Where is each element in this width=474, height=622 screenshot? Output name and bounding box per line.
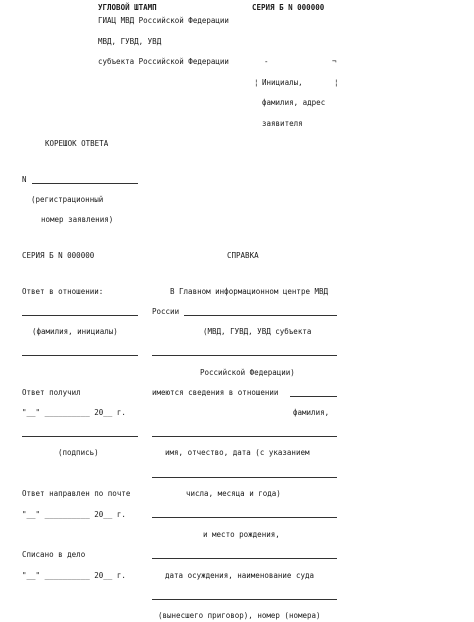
certificate-line-8: числа, месяца и года) (186, 489, 281, 498)
reg-number-caption-2: номер заявления) (41, 215, 114, 224)
applicant-line-3: заявителя (262, 119, 303, 128)
answer-received-date: "__" __________ 20__ г. (22, 408, 126, 417)
corner-stamp: УГЛОВОЙ ШТАМП (98, 3, 157, 12)
bracket-right-top: ¬ (332, 57, 337, 66)
certificate-line-3: (МВД, ГУВД, УВД субъекта (203, 327, 312, 336)
stub-series: СЕРИЯ Б N 000000 (22, 251, 95, 260)
certificate-line-1: В Главном информационном центре МВД (170, 287, 329, 296)
written-off-date: "__" __________ 20__ г. (22, 571, 126, 580)
certificate-line-10: дата осуждения, наименование суда (165, 571, 315, 580)
signature-blank (22, 436, 138, 437)
certificate-blank-1 (184, 315, 337, 316)
bracket-left-mid: ¦ (254, 78, 259, 87)
bracket-right-mid: ¦ (334, 78, 339, 87)
answer-received-label: Ответ получил (22, 388, 81, 397)
bracket-left-top: - (264, 57, 269, 66)
certificate-line-2: России (152, 307, 180, 316)
certificate-blank-6 (152, 517, 337, 518)
certificate-blank-8 (152, 599, 337, 600)
org-line-1: ГИАЦ МВД Российской Федерации (98, 16, 229, 25)
applicant-line-2: фамилия, адрес (262, 98, 326, 107)
certificate-line-11: (вынесшего приговор), номер (номера) (158, 611, 321, 620)
stub-title: КОРЕШОК ОТВЕТА (45, 139, 109, 148)
answer-regarding-label: Ответ в отношении: (22, 287, 104, 296)
answer-sent-label: Ответ направлен по почте (22, 489, 131, 498)
certificate-blank-5 (152, 477, 337, 478)
series-number-top: СЕРИЯ Б N 000000 (252, 3, 325, 12)
certificate-line-4: Российской Федерации) (200, 368, 295, 377)
surname-extra-blank (22, 355, 138, 356)
certificate-blank-2 (152, 355, 337, 356)
certificate-line-9: и место рождения, (203, 530, 280, 539)
applicant-line-1: Инициалы, (262, 78, 303, 87)
certificate-blank-7 (152, 558, 337, 559)
certificate-blank-3 (290, 396, 337, 397)
reg-number-blank (32, 183, 138, 184)
stub-number-prefix: N (22, 175, 27, 184)
answer-sent-date: "__" __________ 20__ г. (22, 510, 126, 519)
written-off-label: Списано в дело (22, 550, 86, 559)
certificate-line-6: фамилия, (293, 408, 330, 417)
certificate-line-7: имя, отчество, дата (с указанием (165, 448, 310, 457)
certificate-blank-4 (152, 436, 337, 437)
certificate-title: СПРАВКА (227, 251, 259, 260)
org-line-2: МВД, ГУВД, УВД (98, 37, 162, 46)
signature-caption: (подпись) (58, 448, 99, 457)
org-line-3: субъекта Российской Федерации (98, 57, 229, 66)
surname-blank (22, 315, 138, 316)
certificate-line-5: имеются сведения в отношении (152, 388, 279, 397)
surname-initials-caption: (фамилия, инициалы) (32, 327, 118, 336)
reg-number-caption-1: (регистрационный (31, 195, 104, 204)
